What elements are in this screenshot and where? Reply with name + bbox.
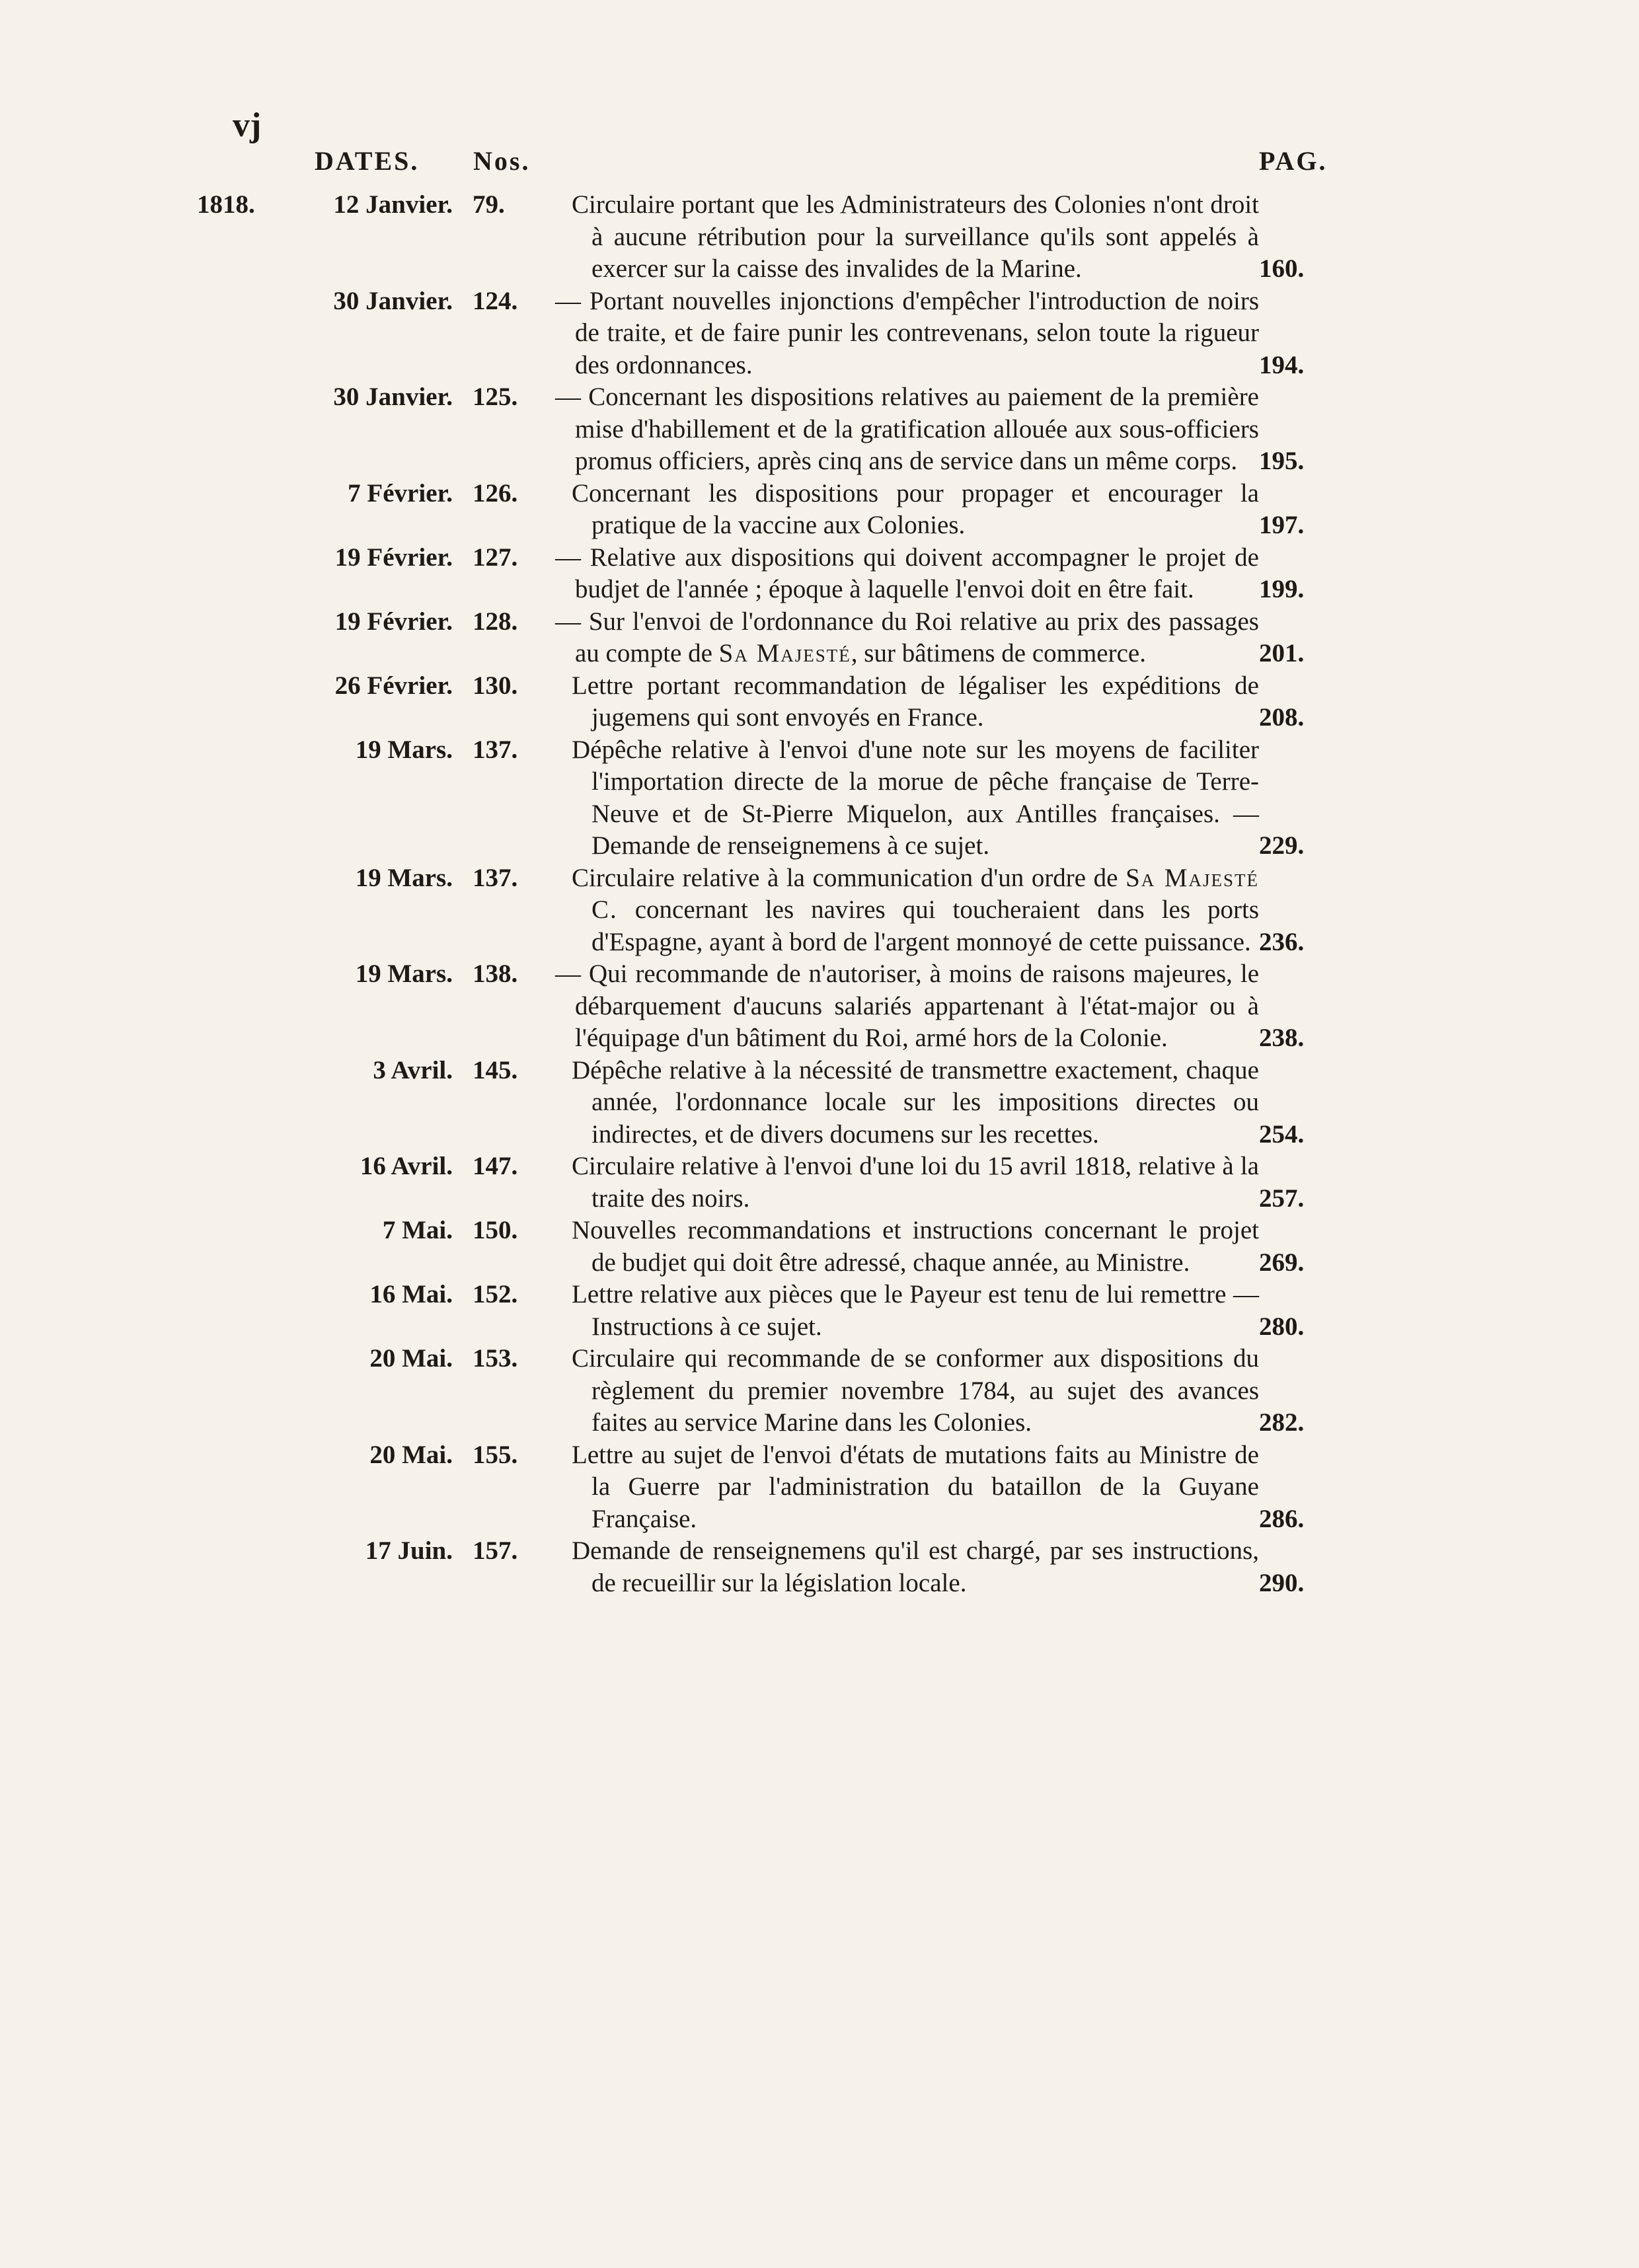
entry-row (0, 1151, 1639, 1215)
entry-row (0, 1215, 1639, 1279)
entry-row (0, 734, 1639, 862)
entry-text: — Relative aux dispositions qui doivent accompagner le projet de budjet de l'année ; époque à laquelle l'envoi doit en être fait. (555, 543, 1259, 603)
entry-text (572, 862, 1259, 959)
entry-date: 30 Janvier. (333, 383, 453, 411)
entry-number: 153. (473, 1344, 518, 1373)
entry-row (0, 381, 1639, 478)
entry-number: 152. (473, 1280, 518, 1308)
entry-text-part: , sur bâtimens de commerce. (851, 639, 1146, 667)
entry-row (0, 285, 1639, 382)
entry-date: 16 Avril. (360, 1152, 453, 1180)
entry-date: 16 Mai. (369, 1280, 453, 1308)
entry-row (0, 958, 1639, 1055)
page-number: vj (233, 106, 262, 144)
entry-page: 236. (1259, 927, 1305, 956)
entry-page: 290. (1259, 1568, 1305, 1597)
entry-text: Concernant les dispositions pour propager et encourager la pratique de la vaccine aux Colonies. (572, 478, 1259, 539)
entry-date: 20 Mai. (369, 1440, 453, 1469)
entry-number: 124. (473, 286, 518, 315)
entry-row (0, 862, 1639, 959)
entry-date: 17 Juin. (365, 1536, 453, 1565)
entry-page: 229. (1259, 831, 1305, 860)
entry-date: 19 Mars. (355, 863, 453, 892)
header-dates: DATES. (315, 146, 420, 176)
entry-date: 19 Mars. (355, 735, 453, 764)
entry-page: 254. (1259, 1119, 1305, 1149)
entry-number: 128. (473, 607, 518, 636)
entry-page: 280. (1259, 1312, 1305, 1341)
entry-page: 201. (1259, 639, 1305, 667)
entry-date: 19 Mars. (355, 960, 453, 988)
entry-page: 197. (1259, 511, 1305, 539)
entry-text: — Qui recommande de n'autoriser, à moins de raisons majeures, le débarquement d'aucuns salariés appartenant à l'état-major ou à l'équipage d'un bâtiment du Roi, armé hors de la Colonie. (555, 960, 1259, 1052)
entry-text-smallcaps: Sa Majesté C. (591, 863, 1259, 924)
entry-text: — Portant nouvelles injonctions d'empêcher l'introduction de noirs de traite, et de faire punir les contrevenans, selon toute la rigueur des ordonnances. (555, 286, 1259, 379)
entry-date: 30 Janvier. (333, 286, 453, 315)
entry-number: 79. (473, 190, 505, 219)
entry-row (0, 189, 1639, 285)
entry-page: 269. (1259, 1248, 1305, 1277)
entry-page: 199. (1259, 575, 1305, 603)
entry-row (0, 670, 1639, 734)
entry-text: Lettre relative aux pièces que le Payeur est tenu de lui remettre — Instructions à ce sujet. (572, 1280, 1259, 1341)
entry-text: Dépêche relative à l'envoi d'une note sur les moyens de faciliter l'importation directe de la morue de pêche française de Terre-Neuve et de St-Pierre Miquelon, aux Antilles françaises. — Demande de renseignemens à ce sujet. (572, 735, 1259, 860)
column-headers (0, 145, 1639, 185)
entry-text-part: Circulaire relative à la communication d'un ordre de (572, 863, 1118, 892)
entry-text (555, 606, 1259, 670)
entry-text: Lettre portant recommandation de légaliser les expéditions de jugemens qui sont envoyés en France. (572, 671, 1259, 732)
entry-text: — Concernant les dispositions relatives au paiement de la première mise d'habillement et de la gratification allouée aux sous-officiers promus officiers, après cinq ans de service dans un même corps. (555, 383, 1259, 475)
entry-text: Circulaire qui recommande de se conformer aux dispositions du règlement du premier novembre 1784, au sujet des avances faites au service Marine dans les Colonies. (572, 1344, 1259, 1437)
entry-number: 155. (473, 1440, 518, 1469)
entry-number: 147. (473, 1152, 518, 1180)
entry-date: 19 Février. (334, 607, 453, 636)
entry-page: 257. (1259, 1184, 1305, 1213)
entry-row (0, 1535, 1639, 1599)
header-nos: Nos. (473, 146, 531, 176)
header-pag: PAG. (1259, 146, 1328, 176)
entry-text: Circulaire portant que les Administrateurs des Colonies n'ont droit à aucune rétribution pour la surveillance qu'ils sont appelés à exercer sur la caisse des invalides de la Marine. (572, 190, 1259, 283)
entry-date: 12 Janvier. (333, 190, 453, 219)
entry-text: Demande de renseignemens qu'il est chargé, par ses instructions, de recueillir sur la législation locale. (572, 1536, 1259, 1597)
entry-number: 125. (473, 383, 518, 411)
entry-page: 208. (1259, 703, 1305, 732)
entry-number: 130. (473, 671, 518, 700)
entry-text: Lettre au sujet de l'envoi d'états de mutations faits au Ministre de la Guerre par l'administration du bataillon de la Guyane Française. (572, 1440, 1259, 1533)
entry-text: Circulaire relative à l'envoi d'une loi du 15 avril 1818, relative à la traite des noirs. (572, 1152, 1259, 1213)
entry-number: 127. (473, 543, 518, 572)
entry-row (0, 1343, 1639, 1439)
entry-row (0, 1279, 1639, 1343)
entry-page: 238. (1259, 1024, 1305, 1052)
entry-page: 194. (1259, 350, 1305, 379)
entry-date: 26 Février. (334, 671, 453, 700)
entry-number: 137. (473, 735, 518, 764)
entry-number: 157. (473, 1536, 518, 1565)
entry-number: 137. (473, 863, 518, 892)
entry-number: 150. (473, 1216, 518, 1244)
entry-row (0, 606, 1639, 670)
entry-date: 7 Mai. (382, 1216, 453, 1244)
entry-text-part: — Sur l'envoi de l'ordonnance du Roi relative au prix des passages au compte de (555, 607, 1259, 667)
entry-year: 1818. (197, 190, 255, 219)
entry-text: Dépêche relative à la nécessité de transmettre exactement, chaque année, l'ordonnance locale sur les impositions directes ou indirectes, et de divers documens sur les recettes. (572, 1055, 1259, 1149)
entry-page: 160. (1259, 254, 1305, 283)
entry-page: 282. (1259, 1408, 1305, 1437)
entry-number: 138. (473, 960, 518, 988)
entry-date: 20 Mai. (369, 1344, 453, 1373)
entry-row (0, 478, 1639, 542)
entry-date: 7 Février. (348, 478, 453, 508)
entry-page: 195. (1259, 447, 1305, 475)
entry-row (0, 1439, 1639, 1536)
entry-text-part: concernant les navires qui toucheraient dans les ports d'Espagne, ayant à bord de l'argent monnoyé de cette puissance. (591, 895, 1259, 956)
entry-page: 286. (1259, 1504, 1305, 1533)
entry-text-smallcaps: Sa Majesté (718, 639, 851, 667)
entry-text: Nouvelles recommandations et instructions concernant le projet de budjet qui doit être adressé, chaque année, au Ministre. (572, 1216, 1259, 1277)
entry-row (0, 1055, 1639, 1151)
entry-date: 19 Février. (334, 543, 453, 572)
entry-row (0, 542, 1639, 606)
entries-list (0, 189, 1639, 1599)
entry-date: 3 Avril. (373, 1055, 453, 1084)
entry-number: 145. (473, 1055, 518, 1084)
entry-number: 126. (473, 478, 518, 508)
